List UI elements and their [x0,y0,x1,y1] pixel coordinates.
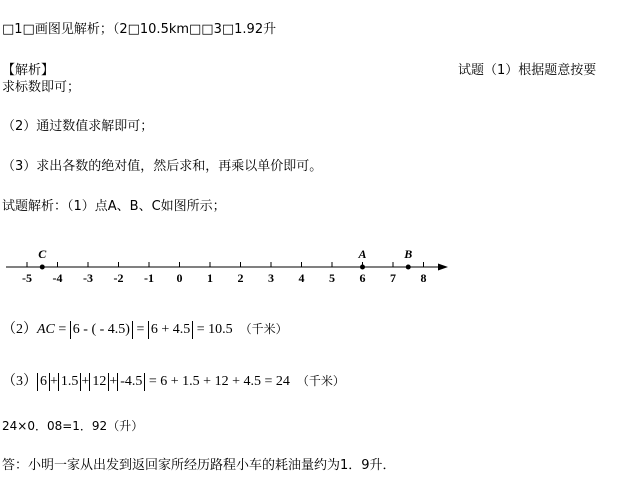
tick-label: 0 [176,271,183,285]
part-3-result: = 6 + 1.5 + 12 + 4.5 = 24 [145,374,290,389]
part-2-prefix: （2） [2,322,37,337]
part-3-abs-2: 1.5 [58,373,82,391]
tick-label: 5 [329,271,335,285]
analysis-step-3: （3）求出各数的绝对值，然后求和，再乘以单价即可。 [2,159,323,174]
tick-label: -4 [52,271,63,285]
point-c-label: C [38,247,47,261]
part-3-abs-3: 12 [89,373,109,391]
part-2-equation [2,319,288,340]
part-3-plus-2: + [81,374,90,389]
number-line-arrow [438,264,448,271]
part-2-abs-1: 6 - ( - 4.5) [70,321,133,339]
part-2-result: = 10.5 [193,322,233,337]
tick-label: 3 [268,271,274,285]
part-3-equation [2,371,345,392]
tick-label: 2 [237,271,244,285]
analysis-heading: 【解析】 [2,63,55,78]
tick-label: 6 [359,271,366,285]
part-2-unit: （千米） [239,322,288,336]
point-b-label: B [404,247,413,261]
part-3-unit: （千米） [296,374,345,388]
fuel-calculation: 24×0．08=1．92（升） [2,419,144,433]
tick-label: 4 [298,271,305,285]
part-2-eq2: = [132,322,148,337]
tick-label: 1 [207,271,213,285]
part-3-prefix: （3） [2,374,37,389]
analysis-continuation: 求标数即可； [2,80,81,95]
part-3-plus-1: + [50,374,58,389]
tick-label: -5 [22,271,32,285]
tick-label: 8 [420,271,427,285]
point-a-label: A [358,247,367,261]
analysis-intro-text: 试题（1）根据题意按要 [458,63,597,78]
tick-label: 7 [390,271,396,285]
part-2-abs-2: 6 + 4.5 [148,321,193,339]
number-line [0,240,630,290]
part-2-var: AC [37,322,55,337]
analysis-step-2: （2）通过数值求解即可； [2,119,154,134]
part-3-plus-3: + [109,374,118,389]
tick-label: -3 [83,271,93,285]
part-2-eq1: = [54,322,70,337]
part-3-abs-1: 6 [37,373,50,391]
tick-label: -2 [113,271,124,285]
point-a-dot [360,265,365,270]
tick-label: -1 [144,271,154,285]
part-3-abs-4: -4.5 [117,373,145,391]
point-b-dot [406,265,411,270]
final-answer: 答：小明一家从出发到返回家所经历路程小车的耗油量约为1．9升． [2,458,396,473]
answer-summary: □1□画图见解析；（2□10.5km□□3□1.92升 [2,22,277,37]
solution-intro: 试题解析：（1）点A、B、C如图所示； [2,199,226,214]
point-c-dot [40,265,45,270]
